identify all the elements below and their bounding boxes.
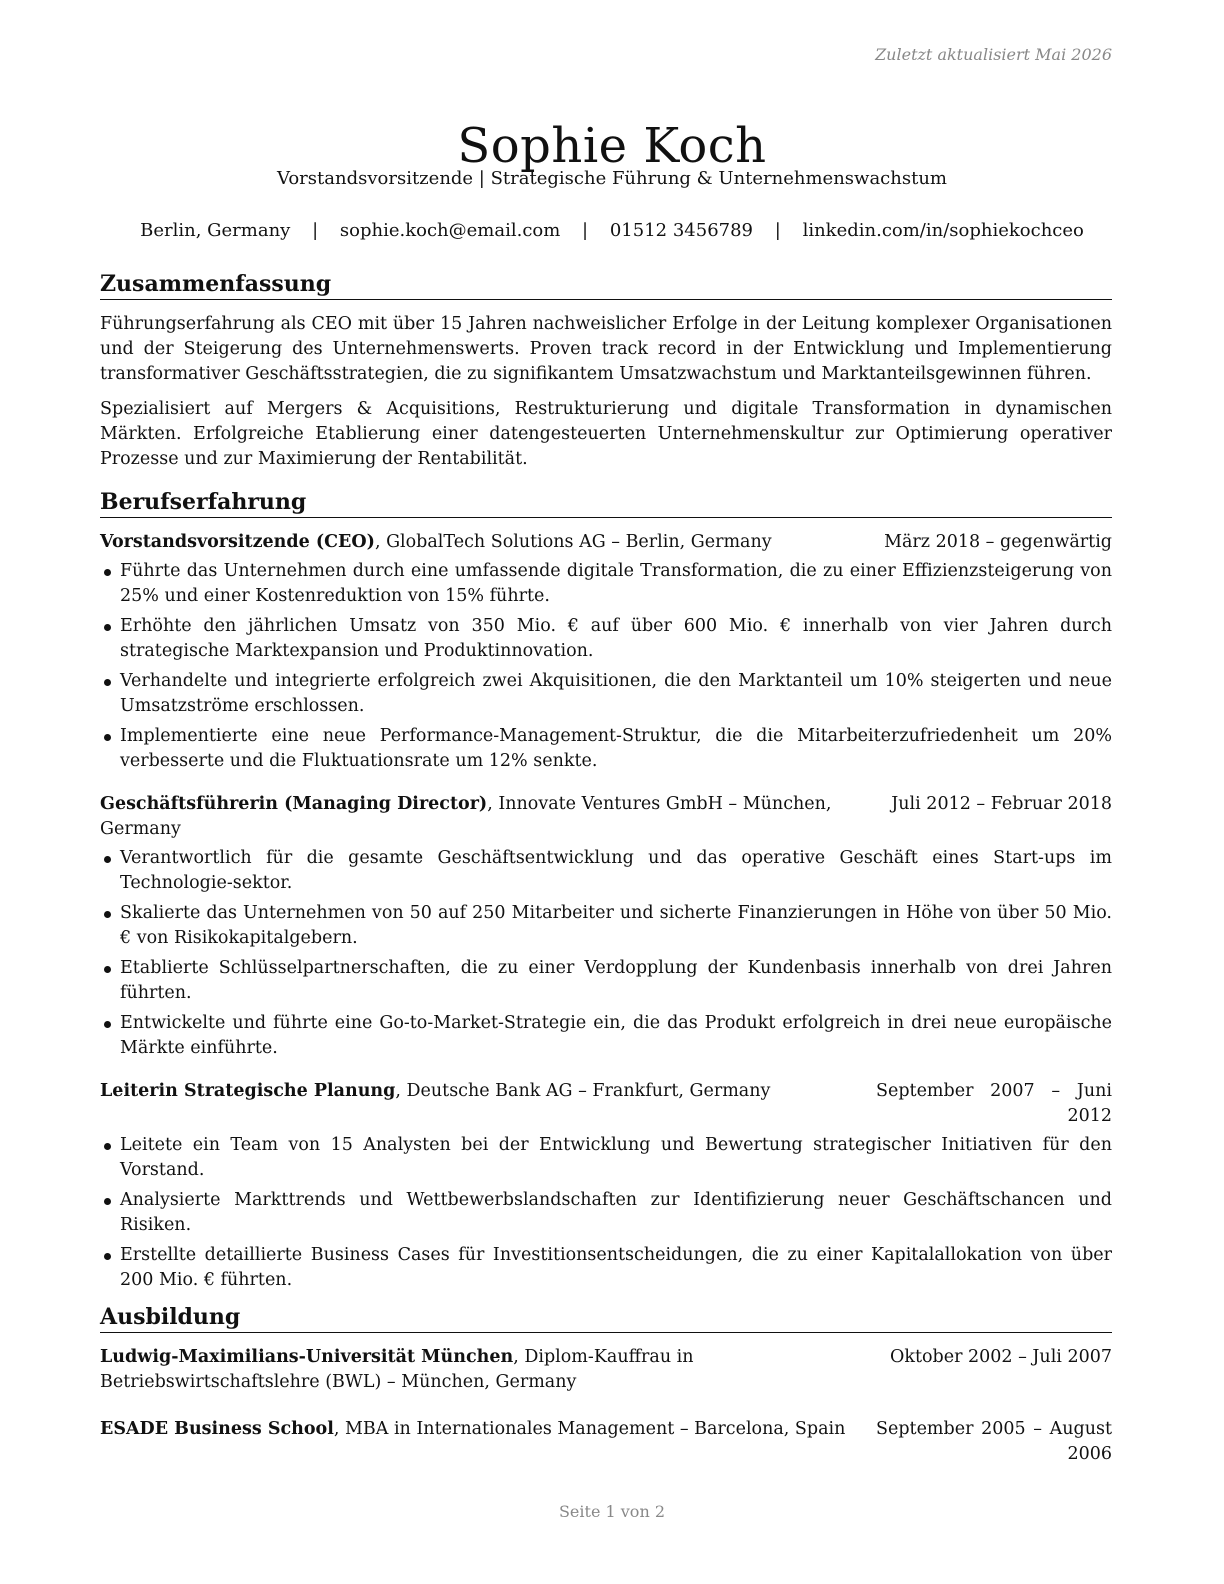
contact-line	[0, 220, 1224, 241]
section-title: Ausbildung	[100, 1303, 1112, 1333]
list-item: Entwickelte und führte eine Go-to-Market-Strategie ein, die das Produkt erfolgreich in drei neue europäische Märkte einführte.	[100, 1011, 1112, 1061]
job-entry	[100, 530, 1112, 774]
contact-phone[interactable]: 01512 3456789	[609, 220, 754, 241]
summary-paragraph: Führungserfahrung als CEO mit über 15 Jahren nachweislicher Erfolge in der Leitung komplexer Organisationen und der Steigerung des Unternehmenswerts. Proven track record in der Entwicklung und Implementierung transformativer Geschäftsstrategien, die zu signifikantem Umsatzwachstum und Marktanteilsgewinnen führen.	[100, 314, 1112, 384]
job-dates: März 2018 – gegenwärtig	[884, 532, 1112, 552]
contact-separator: |	[312, 220, 319, 241]
job-company: , GlobalTech Solutions AG – Berlin, Germany	[374, 532, 772, 552]
experience-section	[100, 488, 1112, 1293]
education-dates: Oktober 2002 – Juli 2007	[890, 1347, 1112, 1367]
summary-section	[100, 270, 1112, 472]
contact-separator: |	[582, 220, 589, 241]
summary-paragraph: Spezialisiert auf Mergers & Acquisitions, Restrukturierung und digitale Transformation in dynamischen Märkten. Erfolgreiche Etablierung einer datengesteuerten Unternehmenskultur zur Optimierung operativer Prozesse und zur Maximierung der Rentabilität.	[100, 399, 1112, 469]
job-title: Leiterin Strategische Planung	[100, 1081, 396, 1101]
job-header	[100, 792, 1112, 842]
job-header	[100, 530, 1112, 555]
education-dates: September 2005 – August 2006	[876, 1419, 1112, 1464]
section-title: Berufserfahrung	[100, 488, 1112, 518]
list-item: Implementierte eine neue Performance-Management-Struktur, die die Mitarbeiterzufriedenheit um 20% verbesserte und die Fluktuationsrate um 12% senkte.	[100, 724, 1112, 774]
list-item: Skalierte das Unternehmen von 50 auf 250 Mitarbeiter und sicherte Finanzierungen in Höhe von über 50 Mio. € von Risikokapitalgebern.	[100, 901, 1112, 951]
section-title: Zusammenfassung	[100, 270, 1112, 300]
school-name: ESADE Business School	[100, 1419, 334, 1439]
contact-location: Berlin, Germany	[140, 220, 291, 241]
contact-linkedin[interactable]: linkedin.com/in/sophiekochceo	[802, 220, 1084, 241]
job-dates: Juli 2012 – Februar 2018	[891, 794, 1112, 814]
job-title: Geschäftsführerin (Managing Director)	[100, 794, 488, 814]
list-item: Leitete ein Team von 15 Analysten bei der Entwicklung und Bewertung strategischer Initiativen für den Vorstand.	[100, 1133, 1112, 1183]
job-header	[100, 1079, 1112, 1129]
list-item: Verhandelte und integrierte erfolgreich zwei Akquisitionen, die den Marktanteil um 10% steigerten und neue Umsatzströme erschlossen.	[100, 669, 1112, 719]
job-company: , Innovate Ventures GmbH – München, Germany	[100, 794, 832, 839]
school-name: Ludwig-Maximilians-Universität München	[100, 1347, 514, 1367]
job-title: Vorstandsvorsitzende (CEO)	[100, 532, 375, 552]
last-updated-note: Zuletzt aktualisiert Mai 2026	[875, 45, 1112, 64]
job-entry	[100, 792, 1112, 1061]
headline: Vorstandsvorsitzende | Strategische Führung & Unternehmenswachstum	[277, 168, 947, 189]
job-entry	[100, 1079, 1112, 1293]
education-entry	[100, 1417, 1112, 1467]
page-number: Seite 1 von 2	[558, 1502, 666, 1521]
job-bullets	[100, 846, 1112, 1061]
contact-email[interactable]: sophie.koch@email.com	[339, 220, 561, 241]
job-company: , Deutsche Bank AG – Frankfurt, Germany	[395, 1081, 771, 1101]
job-bullets	[100, 559, 1112, 774]
degree-detail: , MBA in Internationales Management – Barcelona, Spain	[333, 1419, 846, 1439]
job-dates: September 2007 – Juni 2012	[876, 1081, 1112, 1126]
job-bullets	[100, 1133, 1112, 1293]
education-entry	[100, 1345, 1112, 1395]
list-item: Führte das Unternehmen durch eine umfassende digitale Transformation, die zu einer Effizienzsteigerung von 25% und einer Kostenreduktion von 15% führte.	[100, 559, 1112, 609]
list-item: Analysierte Markttrends und Wettbewerbslandschaften zur Identifizierung neuer Geschäftschancen und Risiken.	[100, 1188, 1112, 1238]
degree-detail: , Diplom-Kauffrau in Betriebswirtschaftslehre (BWL) – München, Germany	[100, 1347, 694, 1392]
candidate-name: Sophie Koch	[457, 118, 767, 175]
list-item: Erhöhte den jährlichen Umsatz von 350 Mio. € auf über 600 Mio. € innerhalb von vier Jahren durch strategische Marktexpansion und Produktinnovation.	[100, 614, 1112, 664]
resume-body	[100, 270, 1112, 1489]
list-item: Etablierte Schlüsselpartnerschaften, die zu einer Verdopplung der Kundenbasis innerhalb von drei Jahren führten.	[100, 956, 1112, 1006]
list-item: Verantwortlich für die gesamte Geschäftsentwicklung und das operative Geschäft eines Start-ups im Technologie-sektor.	[100, 846, 1112, 896]
list-item: Erstellte detaillierte Business Cases für Investitionsentscheidungen, die zu einer Kapitalallokation von über 200 Mio. € führten.	[100, 1243, 1112, 1293]
education-section	[100, 1303, 1112, 1467]
contact-separator: |	[774, 220, 781, 241]
